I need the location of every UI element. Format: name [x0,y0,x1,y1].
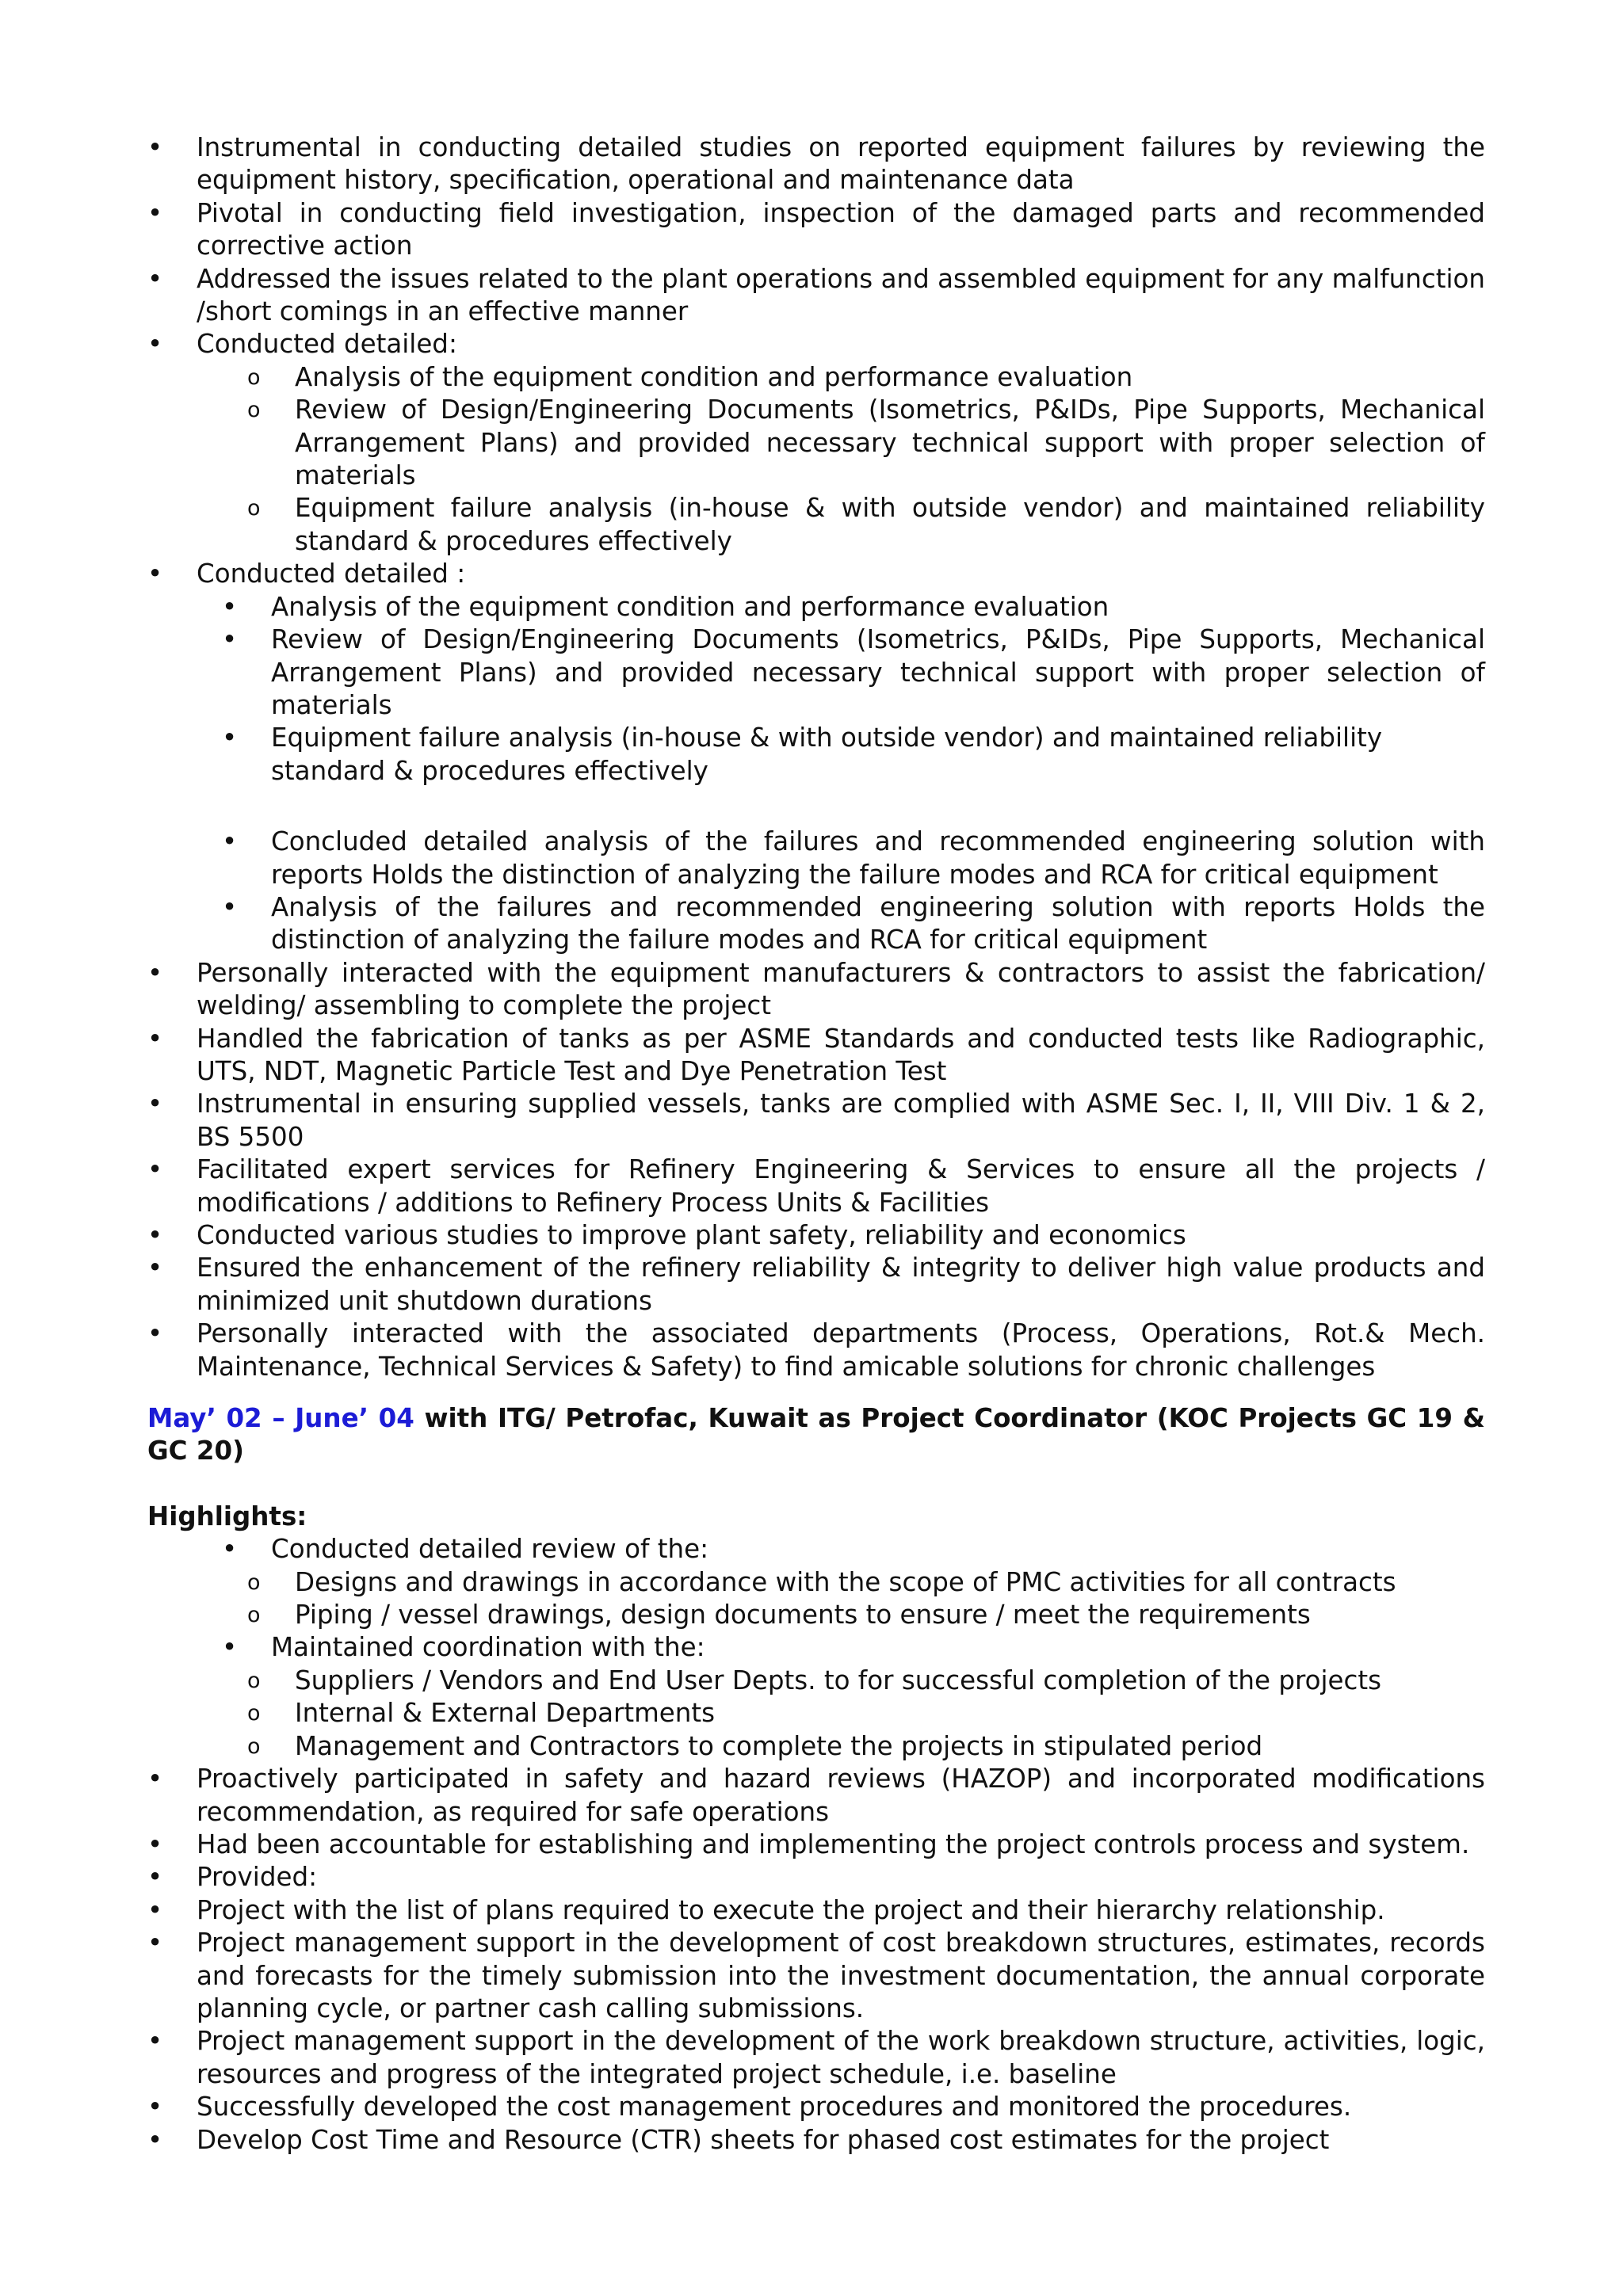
list-item: • Successfully developed the cost management procedures and monitored the procedures. [147,2091,1485,2123]
sub-list-item: o Equipment failure analysis (in-house & with outside vendor) and maintained reliability standard & procedures effectively [147,492,1485,558]
sub-list-item: o Piping / vessel drawings, design documents to ensure / meet the requirements [147,1599,1485,1631]
list-item: • Develop Cost Time and Resource (CTR) sheets for phased cost estimates for the project [147,2124,1485,2157]
list-item: • Proactively participated in safety and hazard reviews (HAZOP) and incorporated modifications recommendation, as required for safe operations [147,1763,1485,1829]
list-item: • Instrumental in conducting detailed studies on reported equipment failures by reviewing the equipment history, specification, operational and maintenance data [147,132,1485,197]
sub-list-item: o Review of Design/Engineering Documents (Isometrics, P&IDs, Pipe Supports, Mechanical Arrangement Plans) and provided necessary technical support with proper selection of materials [147,394,1485,492]
page-content [147,132,1485,2157]
sub-list-item: • Review of Design/Engineering Documents (Isometrics, P&IDs, Pipe Supports, Mechanical Arrangement Plans) and provided necessary technical support with proper selection of materials [147,624,1485,722]
sub-list-item: o Analysis of the equipment condition and performance evaluation [147,361,1485,394]
sub-list-item: • Equipment failure analysis (in-house & with outside vendor) and maintained reliability standard & procedures effectively [147,722,1485,788]
sub-list-item: o Internal & External Departments [147,1697,1485,1730]
job-dates: May’ 02 – June’ 04 [147,1403,414,1434]
sub-list-item: o Management and Contractors to complete the projects in stipulated period [147,1730,1485,1763]
list-item: • Addressed the issues related to the plant operations and assembled equipment for any malfunction /short comings in an effective manner [147,263,1485,329]
list-item: • Conducted detailed review of the: [147,1533,1485,1566]
list-item: • Conducted detailed: [147,328,1485,360]
job-title: with ITG/ Petrofac, Kuwait as Project Coordinator (KOC Projects GC 19 & GC 20) [147,1403,1485,1466]
list-item: • Project management support in the development of the work breakdown structure, activities, logic, resources and progress of the integrated project schedule, i.e. baseline [147,2025,1485,2091]
list-item: • Conducted various studies to improve plant safety, reliability and economics [147,1219,1485,1252]
sub-list-item: • Analysis of the equipment condition and performance evaluation [147,591,1485,624]
sub-list-item: o Suppliers / Vendors and End User Depts. to for successful completion of the projects [147,1665,1485,1697]
list-item: • Personally interacted with the associated departments (Process, Operations, Rot.& Mech. Maintenance, Technical Services & Safety) to find amicable solutions for chronic challenges [147,1318,1485,1383]
list-item: • Maintained coordination with the: [147,1631,1485,1664]
list-item: • Ensured the enhancement of the refinery reliability & integrity to deliver high value products and minimized unit shutdown durations [147,1252,1485,1318]
list-item: • Conducted detailed : [147,558,1485,590]
list-item: • Provided: [147,1861,1485,1894]
sub-list-item: • Analysis of the failures and recommended engineering solution with reports Holds the distinction of analyzing the failure modes and RCA for critical equipment [147,891,1485,957]
job-heading [147,1402,1485,1468]
list-item: • Project with the list of plans required to execute the project and their hierarchy relationship. [147,1894,1485,1927]
sub-list-item: o Designs and drawings in accordance with the scope of PMC activities for all contracts [147,1566,1485,1599]
highlights-list [147,1533,1485,2157]
blank-line [147,788,1485,826]
list-item: • Pivotal in conducting field investigation, inspection of the damaged parts and recommended corrective action [147,197,1485,263]
list-item: • Project management support in the development of cost breakdown structures, estimates, records and forecasts for the timely submission into the investment documentation, the annual corporate planning cycle, or partner cash calling submissions. [147,1927,1485,2025]
sub-list-item: • Concluded detailed analysis of the failures and recommended engineering solution with reports Holds the distinction of analyzing the failure modes and RCA for critical equipment [147,826,1485,891]
experience-bullet-list-continued [147,826,1485,1383]
experience-bullet-list [147,132,1485,788]
list-item: • Instrumental in ensuring supplied vessels, tanks are complied with ASME Sec. I, II, VIII Div. 1 & 2, BS 5500 [147,1088,1485,1154]
highlights-heading: Highlights: [147,1501,307,1531]
list-item: • Facilitated expert services for Refinery Engineering & Services to ensure all the projects / modifications / additions to Refinery Process Units & Facilities [147,1154,1485,1219]
list-item: • Personally interacted with the equipment manufacturers & contractors to assist the fabrication/ welding/ assembling to complete the project [147,957,1485,1023]
list-item: • Had been accountable for establishing and implementing the project controls process and system. [147,1829,1485,1861]
list-item: • Handled the fabrication of tanks as per ASME Standards and conducted tests like Radiographic, UTS, NDT, Magnetic Particle Test and Dye Penetration Test [147,1023,1485,1089]
